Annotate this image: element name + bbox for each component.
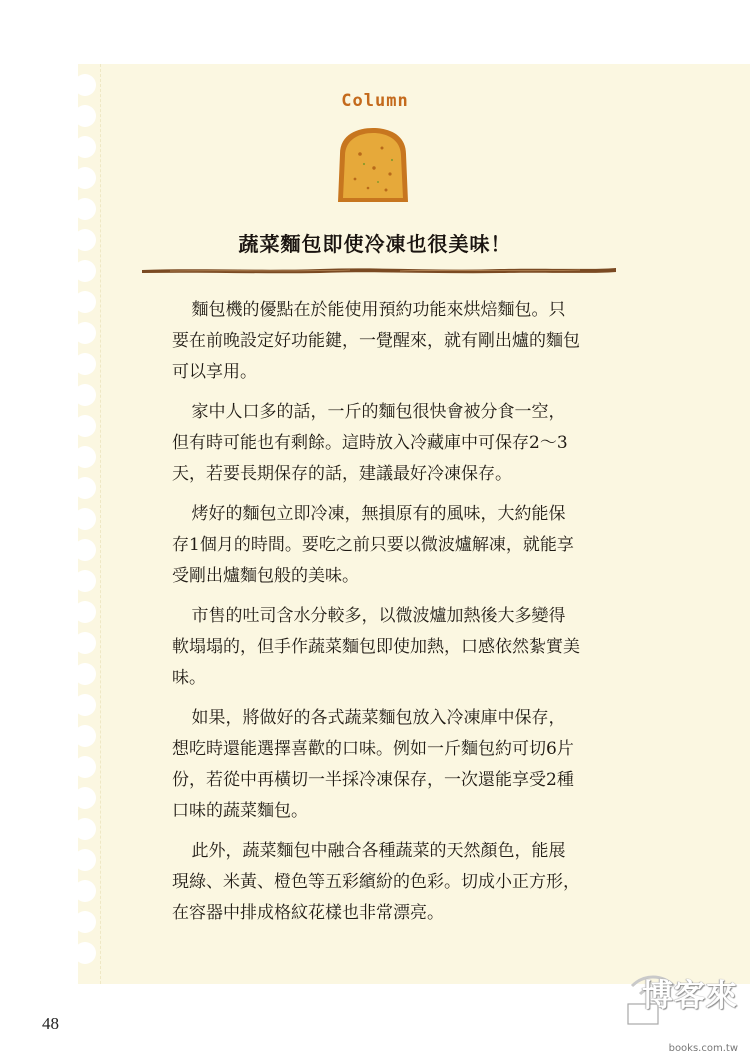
paragraph: 如果，將做好的各式蔬菜麵包放入冷凍庫中保存，想吃時還能選擇喜歡的口味。例如一斤麵包約可切6片份，若從中再橫切一半採冷凍保存，一次還能享受2種口味的蔬菜麵包。 [172, 707, 574, 822]
paragraph: 市售的吐司含水分較多，以微波爐加熱後大多變得軟塌塌的，但手作蔬菜麵包即使加熱，口感依然紮實美味。 [172, 605, 580, 689]
binder-hole [74, 787, 96, 809]
paragraph: 麵包機的優點在於能使用預約功能來烘焙麵包。只要在前晚設定好功能鍵，一覺醒來，就有剛出爐的麵包可以享用。 [172, 300, 580, 383]
binder-hole [74, 136, 96, 158]
binder-hole [74, 756, 96, 778]
binder-hole [74, 322, 96, 344]
watermark [622, 962, 744, 1058]
binder-hole [74, 415, 96, 437]
binder-hole [74, 539, 96, 561]
binder-hole [74, 911, 96, 933]
paragraph: 此外，蔬菜麵包中融合各種蔬菜的天然顏色，能展現綠、米黃、橙色等五彩繽紛的色彩。切成小正方形，在容器中排成格紋花樣也非常漂亮。 [172, 840, 580, 924]
paragraph: 烤好的麵包立即冷凍，無損原有的風味，大約能保存1個月的時間。要吃之前只要以微波爐解凍，就能享受剛出爐麵包般的美味。 [172, 503, 574, 587]
article-body [172, 295, 582, 938]
binder-holes [78, 64, 108, 984]
binder-hole [74, 725, 96, 747]
watermark-brand: 博客來 [642, 978, 738, 1014]
divider-line [140, 262, 618, 276]
binder-hole [74, 601, 96, 623]
watermark-url: books.com.tw [668, 1043, 738, 1054]
binder-hole [74, 446, 96, 468]
article-heading: 蔬菜麵包即使冷凍也很美味！ [238, 232, 512, 256]
binder-hole [74, 663, 96, 685]
binder-hole [74, 880, 96, 902]
binder-hole [74, 694, 96, 716]
column-label: Column [341, 91, 409, 111]
binder-hole [74, 353, 96, 375]
bread-slice-icon [330, 124, 416, 210]
binder-hole [74, 167, 96, 189]
binder-hole [74, 508, 96, 530]
page-number: 48 [42, 1014, 59, 1033]
binder-hole [74, 818, 96, 840]
binder-hole [74, 570, 96, 592]
paragraph: 家中人口多的話，一斤的麵包很快會被分食一空，但有時可能也有剩餘。這時放入冷藏庫中可保存2～3天，若要長期保存的話，建議最好冷凍保存。 [172, 401, 568, 485]
binder-hole [74, 632, 96, 654]
binder-hole [74, 260, 96, 282]
binder-hole [74, 477, 96, 499]
binder-hole [74, 291, 96, 313]
binder-hole [74, 198, 96, 220]
binder-hole [74, 942, 96, 964]
binder-hole [74, 849, 96, 871]
binder-hole [74, 384, 96, 406]
